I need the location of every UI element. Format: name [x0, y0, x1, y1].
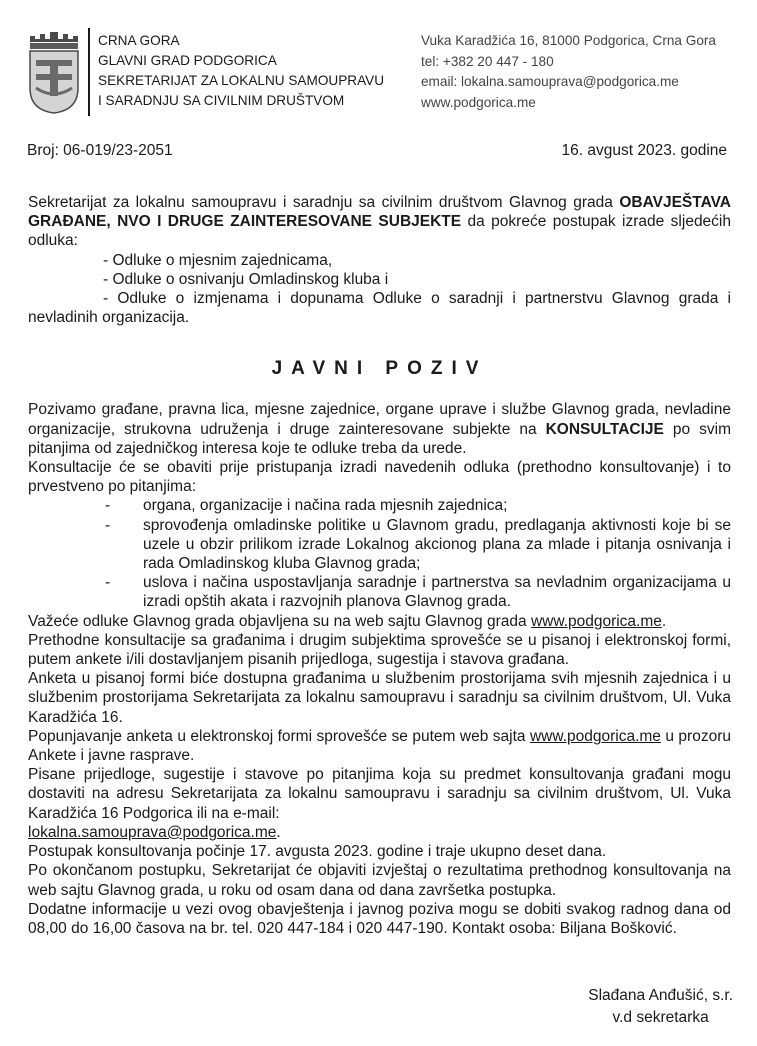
body-text: Važeće odluke Glavnog grada objavljena su na web sajtu Glavnog grada — [28, 612, 531, 630]
signature-block — [588, 985, 733, 1029]
body-paragraph: Anketa u pisanoj formi biće dostupna građanima u službenim prostorijama svih mjesnih zajednica i u službenim prostorijama Sekretarijata za lokalnu samoupravu i saradnju sa civilnim društvom, Ul. Vuka Karadžića 16. — [28, 670, 731, 726]
contact-email: email: lokalna.samouprava@podgorica.me — [421, 74, 679, 89]
body-text-end: u prozoru Ankete i javne rasprave. — [28, 727, 731, 765]
contact-address: Vuka Karadžića 16, 81000 Podgorica, Crna Gora — [421, 33, 716, 48]
signatory-title: v.d sekretarka — [612, 1009, 709, 1026]
body-paragraph: Prethodne konsultacije sa građanima i drugim subjektima sprovešće se u pisanoj i elektronskoj formi, putem ankete i/ili dostavljanjem pisanih prijedloga, sugestija i stavova građana. — [28, 631, 731, 669]
dash-bullet: - — [105, 574, 111, 592]
intro-text: Sekretarijat za lokalnu samoupravu i saradnju sa civilnim društvom Glavnog grada — [28, 194, 620, 211]
bullet-text: organa, organizacije i načina rada mjesnih zajednica; — [143, 497, 508, 515]
topics-list — [28, 496, 731, 611]
document-title: JAVNI POZIV — [271, 358, 488, 380]
contact-website: www.podgorica.me — [421, 94, 536, 110]
email-link[interactable]: lokalna.samouprava@podgorica.me — [28, 823, 277, 841]
body-text-end: . — [661, 612, 667, 630]
list-item: - Odluke o mjesnim zajednicama, — [103, 251, 333, 269]
body-emphasis: KONSULTACIJE — [545, 420, 664, 438]
list-item — [28, 516, 731, 574]
org-line: I SARADNJU SA CIVILNIM DRUŠTVOM — [98, 93, 345, 108]
decision-list — [28, 251, 731, 328]
body-paragraph: Po okončanom postupku, Sekretarijat će objaviti izvještaj o rezultatima prethodnog konsultovanja na web sajtu Glavnog grada, u roku od osam dana od dana završetka postupka. — [28, 862, 731, 899]
bullet-text: uslova i načina uspostavljanja saradnje i partnerstva sa nevladnim organizacijama u izradi opštih akata i razvojnih planova Glavnog grada. — [143, 574, 731, 611]
signatory-name: Slađana Anđušić, s.r. — [588, 987, 733, 1004]
body-paragraph: Postupak konsultovanja počinje 17. avgusta 2023. godine i traje ukupno deset dana. — [28, 843, 607, 861]
organization-name — [98, 31, 384, 111]
reference-number: Broj: 06-019/23-2051 — [27, 142, 173, 159]
contact-info — [421, 31, 716, 113]
website-link[interactable]: www.podgorica.me — [529, 727, 661, 745]
header-divider — [88, 28, 90, 116]
dash-bullet: - — [105, 497, 111, 515]
body-paragraph: Konsultacije će se obaviti prije pristupanja izradi navedenih odluka (prethodno konsultovanje) i to prvestveno po pitanjima: — [28, 459, 731, 496]
body-paragraph: Pisane prijedloge, sugestije i stavove po pitanjima koja su predmet konsultovanja građani mogu dostaviti na adresu Sekretarijata za lokalnu samoupravu i saradnju sa civilnim društvom, Ul. Vuka Karadžića 16 Podgorica ili na e-mail: — [28, 766, 731, 822]
contact-phone: tel: +382 20 447 - 180 — [421, 53, 554, 69]
body-text: Popunjavanje anketa u elektronskoj formi sprovešće se putem web sajta — [28, 727, 530, 745]
body-paragraph — [28, 400, 731, 458]
intro-emphasis: OBAVJEŠTAVA GRAĐANE, NVO I DRUGE ZAINTERESOVANE SUBJEKTE — [28, 194, 731, 231]
body-text-end: . — [276, 823, 281, 841]
list-item — [28, 496, 731, 515]
coat-of-arms-icon — [28, 30, 80, 114]
bullet-text: sprovođenja omladinske politike u Glavnom gradu, predlaganja aktivnosti koje bi se uzele u obzir prilikom izrade Lokalnog akcionog plana za mlade i pitanja osnivanja i rada Omladinskog kluba Glavnog grada; — [143, 516, 731, 573]
list-item — [28, 573, 731, 611]
body-paragraph — [28, 727, 731, 765]
body-paragraph — [28, 612, 731, 631]
intro-text-end: da pokreće postupak izrade sljedećih odluka: — [28, 213, 731, 250]
org-line: CRNA GORA — [98, 33, 180, 48]
list-item: - Odluke o izmjenama i dopunama Odluke o saradnji i partnerstvu Glavnog grada i nevladinih organizacija. — [28, 290, 731, 327]
body-text: Pozivamo građane, pravna lica, mjesne zajednice, organe uprave i službe Glavnog grada, nevladine organizacije, strukovna udruženja i druge zainteresovane subjekte na — [28, 401, 731, 438]
body-paragraph — [28, 823, 731, 842]
body-text-end: po svim pitanjima od zajedničkog interesa koje te odluke treba da urede. — [28, 420, 731, 457]
document-body — [28, 193, 731, 938]
body-paragraph: Dodatne informacije u vezi ovog obavještenja i javnog poziva mogu se dobiti svakog radnog dana od 08,00 do 16,00 časova na br. tel. 020 447-184 i 020 447-190. Kontakt osoba: Biljana Bošković. — [28, 900, 731, 937]
org-line: GLAVNI GRAD PODGORICA — [98, 53, 277, 68]
document-date: 16. avgust 2023. godine — [561, 142, 727, 159]
website-link[interactable]: www.podgorica.me — [530, 612, 662, 630]
org-line: SEKRETARIJAT ZA LOKALNU SAMOUPRAVU — [98, 73, 385, 88]
dash-bullet: - — [105, 516, 111, 534]
list-item: - Odluke o osnivanju Omladinskog kluba i — [103, 270, 389, 288]
intro-paragraph — [28, 193, 731, 251]
